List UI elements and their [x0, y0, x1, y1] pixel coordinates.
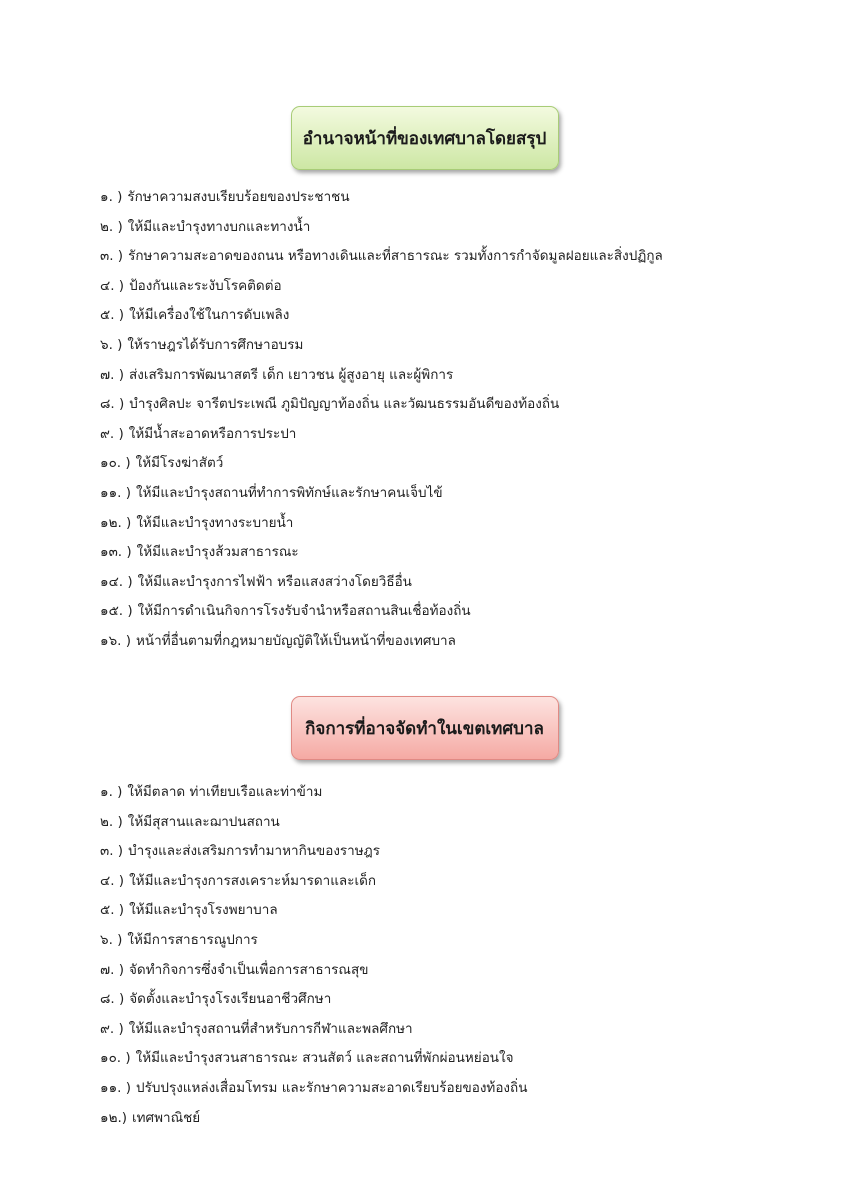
- section-1-title: อำนาจหน้าที่ของเทศบาลโดยสรุป: [302, 128, 547, 149]
- list-item: [100, 778, 809, 808]
- list-item-number: ๘. ): [100, 991, 125, 1008]
- list-item: [100, 301, 809, 331]
- list-item: [100, 1104, 809, 1134]
- list-item-number: ๘. ): [100, 396, 125, 413]
- list-item-text: ส่งเสริมการพัฒนาสตรี เด็ก เยาวชน ผู้สูงอายุ และผู้พิการ: [129, 366, 454, 383]
- list-item-number: ๗. ): [100, 366, 125, 383]
- list-item-text: รักษาความสงบเรียบร้อยของประชาชน: [127, 189, 350, 205]
- list-item-number: ๑๐. ): [100, 1050, 131, 1067]
- list-item-text: จัดทำกิจการซึ่งจำเป็นเพื่อการสาธารณสุข: [129, 961, 369, 978]
- list-item: [100, 420, 809, 450]
- list-item: [100, 479, 809, 509]
- list-item-number: ๓. ): [100, 248, 124, 265]
- list-item-number: ๑๕. ): [100, 603, 133, 620]
- list-item: [100, 390, 809, 420]
- list-item: [100, 597, 809, 627]
- section-1-title-banner: [291, 106, 559, 170]
- list-item-number: ๑๐. ): [100, 455, 131, 472]
- list-item: [100, 272, 809, 302]
- list-item-number: ๕. ): [100, 307, 125, 324]
- list-item-number: ๑๒. ): [100, 514, 132, 531]
- list-item-number: ๓. ): [100, 843, 124, 860]
- list-item: [100, 956, 809, 986]
- list-item-number: ๑๑. ): [100, 484, 131, 501]
- list-item-number: ๑. ): [100, 784, 123, 800]
- list-item-number: ๖. ): [100, 931, 123, 948]
- list-item: [100, 1015, 809, 1045]
- section-2-title: กิจการที่อาจจัดทำในเขตเทศบาล: [305, 718, 544, 739]
- list-item-text: ปรับปรุงแหล่งเสื่อมโทรม และรักษาความสะอาดเรียบร้อยของท้องถิ่น: [136, 1079, 528, 1096]
- list-item-number: ๔. ): [100, 872, 125, 889]
- list-item-number: ๖. ): [100, 336, 123, 353]
- list-item-number: ๙. ): [100, 1020, 124, 1037]
- section-2-title-banner: [291, 696, 559, 760]
- section-2-list: [100, 778, 809, 1133]
- list-item: [100, 509, 809, 539]
- list-item-text: ให้มีและบำรุงส้วมสาธารณะ: [136, 544, 299, 561]
- list-item-number: ๒. ): [100, 813, 123, 830]
- list-item: [100, 926, 809, 956]
- list-item-text: ให้มีโรงฆ่าสัตว์: [135, 455, 224, 472]
- list-item: [100, 808, 809, 838]
- list-item-number: ๑๑. ): [100, 1079, 131, 1096]
- list-item: [100, 867, 809, 897]
- list-item-text: บำรุงและส่งเสริมการทำมาหากินของราษฎร: [128, 843, 380, 860]
- list-item-number: ๗. ): [100, 961, 125, 978]
- list-item-text: ให้มีเครื่องใช้ในการดับเพลิง: [129, 307, 290, 324]
- list-item-number: ๙. ): [100, 425, 124, 442]
- list-item: [100, 1044, 809, 1074]
- list-item: [100, 361, 809, 391]
- list-item-number: ๑๓. ): [100, 544, 132, 561]
- list-item-text: บำรุงศิลปะ จารีตประเพณี ภูมิปัญญาท้องถิ่น และวัฒนธรรมอันดีของท้องถิ่น: [129, 396, 560, 413]
- list-item-text: ป้องกันและระงับโรคติดต่อ: [129, 277, 282, 294]
- list-item: [100, 985, 809, 1015]
- list-item-text: ให้มีน้ำสะอาดหรือการประปา: [128, 425, 297, 442]
- list-item-text: ให้มีสุสานและฌาปนสถาน: [127, 813, 280, 830]
- list-item: [100, 242, 809, 272]
- list-item-text: ให้มีการดำเนินกิจการโรงรับจำนำหรือสถานสินเชื่อท้องถิ่น: [137, 603, 471, 620]
- list-item-text: ให้ราษฎรได้รับการศึกษาอบรม: [127, 336, 304, 353]
- list-item-text: ให้มีตลาด ท่าเทียบเรือและท่าข้าม: [127, 784, 323, 800]
- list-item-number: ๑๔. ): [100, 573, 133, 590]
- list-item-text: ให้มีและบำรุงการไฟฟ้า หรือแสงสว่างโดยวิธีอื่น: [137, 573, 412, 590]
- list-item-number: ๒. ): [100, 218, 123, 235]
- list-item: [100, 1074, 809, 1104]
- list-item: [100, 837, 809, 867]
- list-item: [100, 538, 809, 568]
- list-item: [100, 331, 809, 361]
- list-item-text: ให้มีและบำรุงสถานที่สำหรับการกีฬาและพลศึกษา: [128, 1020, 413, 1037]
- list-item-number: ๔. ): [100, 277, 125, 294]
- list-item-text: หน้าที่อื่นตามที่กฎหมายบัญญัติให้เป็นหน้าที่ของเทศบาล: [136, 632, 456, 649]
- list-item-text: รักษาความสะอาดของถนน หรือทางเดินและที่สาธารณะ รวมทั้งการกำจัดมูลฝอยและสิ่งปฏิกูล: [128, 248, 663, 265]
- list-item: [100, 627, 809, 657]
- list-item: [100, 449, 809, 479]
- list-item-number: ๑๒.): [100, 1109, 128, 1126]
- list-item-number: ๑๖. ): [100, 632, 131, 649]
- list-item-text: ให้มีการสาธารณูปการ: [127, 931, 258, 948]
- section-1-list: [100, 183, 809, 657]
- list-item-text: ให้มีและบำรุงทางระบายน้ำ: [136, 514, 294, 531]
- list-item-text: ให้มีและบำรุงการสงเคราะห์มารดาและเด็ก: [129, 872, 377, 889]
- list-item: [100, 183, 809, 213]
- list-item-text: ให้มีและบำรุงทางบกและทางน้ำ: [127, 218, 311, 235]
- list-item-text: ให้มีและบำรุงสถานที่ทำการพิทักษ์และรักษาคนเจ็บไข้: [136, 484, 443, 501]
- list-item-text: ให้มีและบำรุงโรงพยาบาล: [129, 902, 278, 919]
- list-item: [100, 568, 809, 598]
- list-item-text: จัดตั้งและบำรุงโรงเรียนอาชีวศึกษา: [129, 991, 332, 1008]
- list-item-number: ๑. ): [100, 189, 123, 205]
- list-item-number: ๕. ): [100, 902, 125, 919]
- list-item: [100, 213, 809, 243]
- list-item-text: ให้มีและบำรุงสวนสาธารณะ สวนสัตว์ และสถานที่พักผ่อนหย่อนใจ: [135, 1050, 514, 1067]
- list-item-text: เทศพาณิชย์: [132, 1109, 201, 1126]
- list-item: [100, 896, 809, 926]
